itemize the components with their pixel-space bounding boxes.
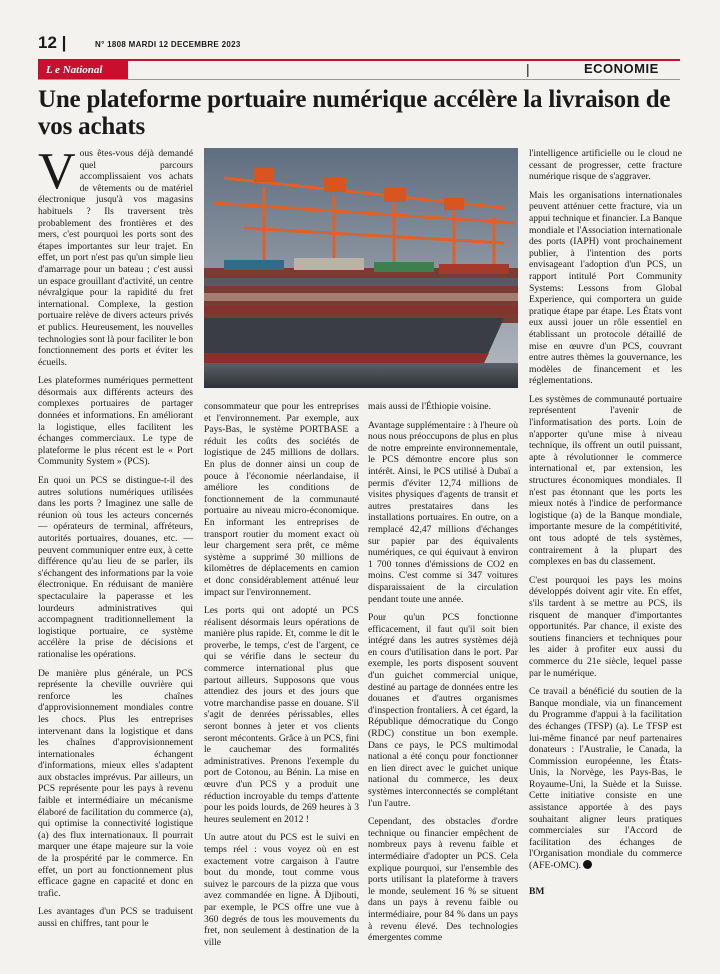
article-headline: Une plateforme portuaire numérique accélère la livraison de vos achats	[38, 86, 671, 140]
paragraph: Cependant, des obstacles d'ordre technique ou financier empêchent de nombreux pays à revenu faible et intermédiaire d'adopter un PCS. Cela explique pourquoi, sur l'ensemble des ports utilisant la plateforme à travers le monde, seulement 16 % se situent dans un pays à revenu faible ou intermédiaire, pour 84 % dans un pays à revenu élevé. Des technologies émergentes comme	[368, 816, 518, 944]
section-label: ECONOMIE	[584, 61, 659, 76]
drop-cap: V	[38, 143, 76, 200]
paragraph: En quoi un PCS se distingue-t-il des autres solutions numériques utilisées dans les ports ? Imaginez une salle de réunion où tous les acteurs concernés — opérateurs de terminal, affréteurs, autorités portuaires, douanes, etc. — peuvent communiquer entre eux, à cette différence qu'au lieu de se parler, ils s'échangent des informations par la voie électronique. En réduisant de manière spectaculaire la paperasse et les lourdeurs administratives qui accompagnent traditionnellement la logistique portuaire, ce système accélère la prise de décisions et rationalise les opérations.	[38, 475, 193, 660]
end-mark-icon	[583, 860, 592, 869]
paragraph: Les avantages d'un PCS se traduisent aussi en chiffres, tant pour le	[38, 906, 193, 929]
paragraph: De manière plus générale, un PCS représente la cheville ouvrière qui renforce les chaînes d'approvisionnement mondiales contre les chocs. Plus les entreprises intervenant dans la logistique et dans les chaînes d'approvisionnement internationales échangent d'informations, mieux elles s'adaptent aux obstacles imprévus. Par ailleurs, un PCS représente pour les pays à revenu faible et intermédiaire un mécanisme élaboré de facilitation du commerce (a), qui optimise la connectivité logistique (a) des flux internationaux. Il pourrait marquer une étape majeure sur la voie de la prospérité par le commerce. En effet, un port au fonctionnement plus efficace gagne en capacité et donc en trafic.	[38, 667, 193, 899]
paragraph: Avantage supplémentaire : à l'heure où nous nous préoccupons de plus en plus de notre empreinte environnementale, le PCS démontre encore plus son intérêt. Ainsi, le PCS utilisé à Dubaï a permis d'éviter 12,74 millions de visites physiques d'agents de transit et autres prestataires dans les installations portuaires. En outre, on a remplacé 42,47 millions d'échanges sur papier par des équivalents numériques, ce qui équivaut à environ 1 700 tonnes d'émissions de CO2 en moins. C'est comme si 347 voitures disparaissaient de la circulation pendant toute une année.	[368, 419, 518, 605]
paragraph: Mais les organisations internationales peuvent atténuer cette fracture, via un appui technique et financier. La Banque mondiale et l'Association internationale des ports (IAPH) vont prochainement publier, à l'intention des ports envisageant l'adoption d'un PCS, un rapport intitulé Port Community Systems: Lessons from Global Experience, qui comportera un guide pratique étape par étape. Les États vont eux aussi jouer un rôle essentiel en établissant un protocole détaillé de mise en œuvre d'un PCS, couvrant entre autres thèmes la gouvernance, les modèles de financement et les réglementations.	[529, 189, 682, 387]
container-ship-photo	[204, 148, 518, 388]
article-column-3	[368, 401, 518, 951]
paragraph: mais aussi de l'Éthiopie voisine.	[368, 401, 491, 412]
article-column-1	[38, 143, 193, 937]
page-number: 12 |	[38, 33, 67, 52]
header-separator: |	[526, 61, 530, 77]
header-underline	[38, 79, 680, 80]
article-column-2	[204, 401, 359, 955]
author-signature: BM	[529, 885, 545, 897]
paragraph: C'est pourquoi les pays les moins développés doivent agir vite. En effet, s'ils tardent à se mettre au PCS, ils risquent de manquer d'importantes opportunités. Par chance, il existe des soutiens financiers et techniques pour les aider à profiter eux aussi du commerce du 21e siècle, lequel passe par le numérique.	[529, 574, 682, 679]
paragraph-text: ous êtes-vous déjà demandé quel parcours accomplissaient vos achats de vêtements ou de matériel électronique jusqu'à vos magasins habituels ? Ils traversent très probablement des frontières et des mers, c'est pourquoi les ports sont des étapes importantes sur leur trajet. En effet, un port n'est pas qu'un simple lieu d'amarrage pour un bateau ; c'est aussi un espace grouillant d'activité, un centre névralgique pour la rapidité du fret international. Complexe, la gestion portuaire relève de divers acteurs privés et publics. Heureusement, les nouvelles technologies sont là pour faciliter le bon fonctionnement des ports et éviter les écueils.	[38, 148, 193, 368]
paragraph-text: Ce travail a bénéficié du soutien de la Banque mondiale, via un financement du Programme d'appui à la facilitation des échanges (TFSP) (a). Le TFSP est lui-même financé par neuf partenaires donateurs : l'Australie, le Canada, la Commission européenne, les États-Unis, la Norvège, les Pays-Bas, le Royaume-Uni, la Suède et la Suisse. Cette initiative consiste en une assistance apportée à des pays souhaitant aligner leurs pratiques commerciales sur l'Accord de facilitation des échanges de l'Organisation mondiale du commerce (AFE-OMC).	[529, 686, 682, 872]
paragraph: Les plateformes numériques permettent désormais aux différents acteurs des complexes portuaires de partager données et informations. En améliorant la logistique, elles facilitent les échanges commerciaux. Le type de plateforme le plus récent est le « Port Community System » (PCS).	[38, 375, 193, 468]
paragraph: Pour qu'un PCS fonctionne efficacement, il faut qu'il soit bien intégré dans les autres systèmes déjà en cours d'utilisation dans le port. Par exemple, les ports disposent souvent d'un guichet commercial unique, destiné au partage de données entre les douanes et d'autres organismes d'inspection frontaliers. À cet égard, la République démocratique du Congo (RDC) constitue un bon exemple. Dans ce pays, le PCS multimodal national a été conçu pour fonctionner en lien direct avec le guichet unique national du commerce, les deux systèmes interconnectés se complétant l'un l'autre.	[368, 612, 518, 809]
paragraph	[529, 686, 682, 872]
paragraph	[38, 143, 193, 368]
article-column-4	[529, 148, 682, 904]
paragraph: Un autre atout du PCS est le suivi en temps réel : vous voyez où en est exactement votre cargaison à l'autre bout du monde, tout comme vous suivez le parcours de la pizza que vous avez commandée en ligne. À Djibouti, par exemple, le PCS offre une vue à 360 degrés de tous les mouvements du fret, non seulement à destination de la ville	[204, 832, 359, 948]
paragraph: Les systèmes de communauté portuaire représentent l'avenir de l'informatisation des ports. Loin de n'apporter qu'une mise à niveau technique, ils offrent un outil puissant, apte à révolutionner le commerce international et, par extension, les structures économiques mondiales. Il n'est pas étonnant que les ports les mieux notés à l'indice de performance logistique (a) de la Banque mondiale, importante mesure de la compétitivité, ont tous adopté de tels systèmes, contrairement à la plupart des complexes en bas du classement.	[529, 393, 682, 568]
paragraph: l'intelligence artificielle ou le cloud ne cessant de progresser, cette fracture numérique risque de s'aggraver.	[529, 148, 682, 183]
brand-logo: L e National	[38, 61, 128, 79]
paragraph: consommateur que pour les entreprises et l'environnement. Par exemple, aux Pays-Bas, le système PORTBASE a réduit les coûts des sociétés de logistique de 245 millions de dollars. En plus de donner ainsi un coup de pouce à l'économie néerlandaise, il améliore les conditions de fonctionnement de la communauté portuaire au niveau micro-économique. En informant les entreprises de transport routier du moment exact où leur chargement sera prêt, ce même système a supprimé 30 millions de kilomètres de déplacements en camion et donc considérablement atténué leur impact sur l'environnement.	[204, 401, 359, 598]
paragraph: Les ports qui ont adopté un PCS réalisent désormais leurs opérations de manière plus rapide. Et, comme le dit le proverbe, le temps, c'est de l'argent, ce qui se vérifie dans le secteur du commerce international plus que partout ailleurs. Supposons que vous attendiez des jours et des jours que votre marchandise passe en douane. S'il s'agit de denrées périssables, elles seront bonnes à jeter et vos clients seront mécontents. Grâce à un PCS, fini le cauchemar des formalités administratives. Prenons l'exemple du port de Cotonou, au Bénin. La mise en œuvre d'un PCS y a produit une réduction incroyable du temps d'attente pour les poids lourds, de 269 heures à 3 heures seulement en 2012 !	[204, 605, 359, 825]
issue-info: N° 1808 MARDI 12 DECEMBRE 2023	[95, 40, 241, 49]
